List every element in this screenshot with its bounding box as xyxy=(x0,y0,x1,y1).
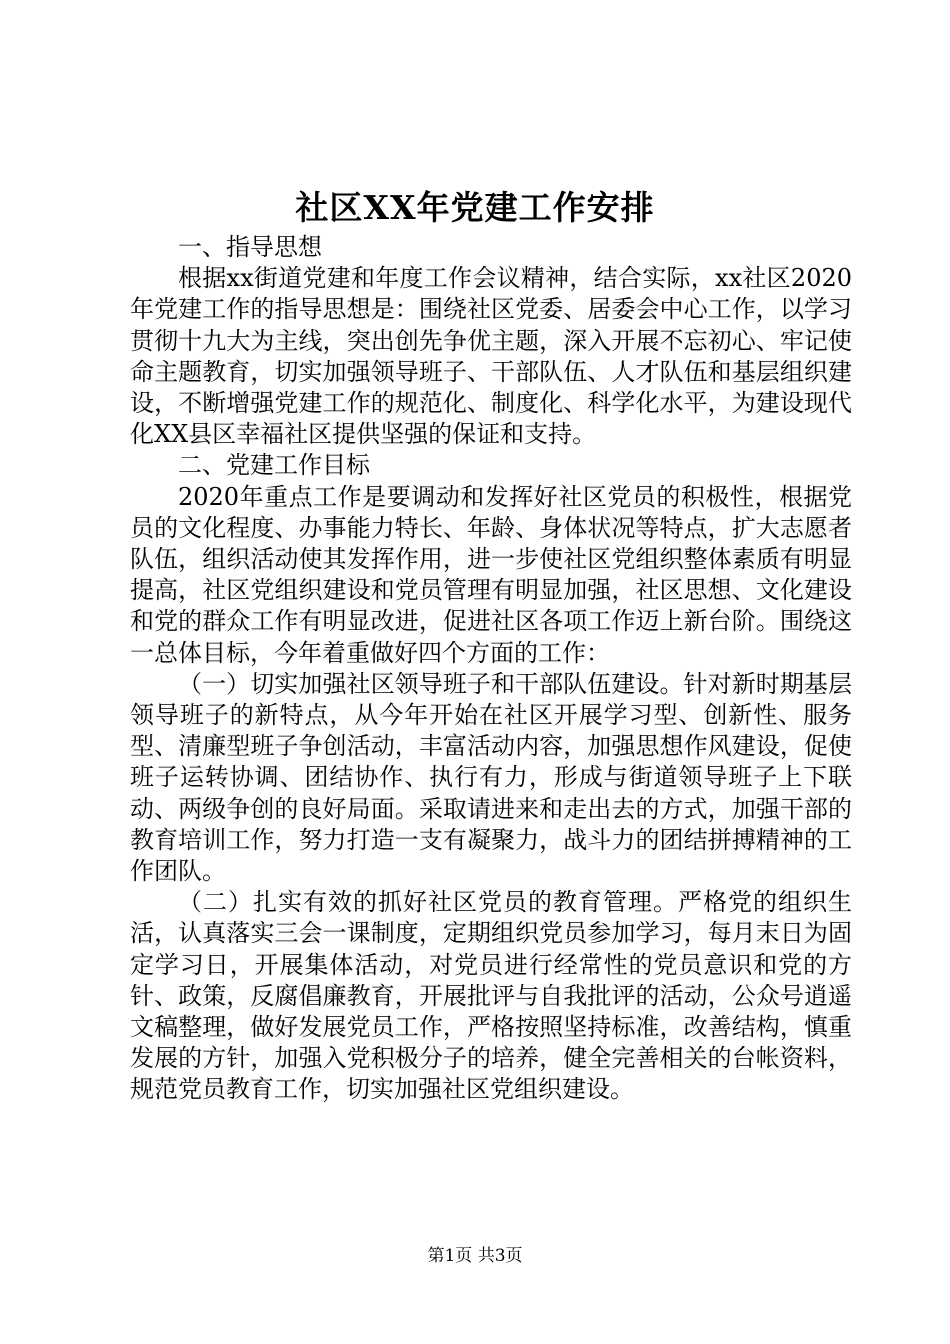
paragraph-item-two: （二）扎实有效的抓好社区党员的教育管理。严格党的组织生活，认真落实三会一课制度，定期组织党员参加学习，每月末日为固定学习日，开展集体活动，对党员进行经常性的党员意识和党的方针、政策，反腐倡廉教育，开展批评与自我批评的活动，公众号逍遥文稿整理，做好发展党员工作，严格按照坚持标准，改善结构，慎重发展的方针，加强入党积极分子的培养，健全完善相关的台帐资料，规范党员教育工作，切实加强社区党组织建设。 xyxy=(130,888,852,1104)
paragraph-item-one: （一）切实加强社区领导班子和干部队伍建设。针对新时期基层领导班子的新特点，从今年开始在社区开展学习型、创新性、服务型、清廉型班子争创活动，丰富活动内容，加强思想作风建设，促使班子运转协调、团结协作、执行有力，形成与街道领导班子上下联动、两级争创的良好局面。采取请进来和走出去的方式，加强干部的教育培训工作，努力打造一支有凝聚力，战斗力的团结拼搏精神的工作团队。 xyxy=(130,669,852,886)
paragraph-work-goals: 2020年重点工作是要调动和发挥好社区党员的积极性，根据党员的文化程度、办事能力特长、年龄、身体状况等特点，扩大志愿者队伍，组织活动使其发挥作用，进一步使社区党组织整体素质有明显提高，社区党组织建设和党员管理有明显加强，社区思想、文化建设和党的群众工作有明显改进，促进社区各项工作迈上新台阶。围绕这一总体目标，今年着重做好四个方面的工作： xyxy=(130,482,852,667)
section-heading-guiding-thought: 一、指导思想 xyxy=(178,233,322,261)
page-footer: 第1页 共3页 xyxy=(427,1246,523,1266)
document-body xyxy=(130,232,852,1106)
paragraph-guiding-thought: 根据xx街道党建和年度工作会议精神，结合实际，xx社区2020年党建工作的指导思想是：围绕社区党委、居委会中心工作，以学习贯彻十九大为主线，突出创先争优主题，深入开展不忘初心、牢记使命主题教育，切实加强领导班子、干部队伍、人才队伍和基层组织建设，不断增强党建工作的规范化、制度化、科学化水平，为建设现代化XX县区幸福社区提供坚强的保证和支持。 xyxy=(130,264,852,449)
section-heading-work-goals: 二、党建工作目标 xyxy=(178,451,370,480)
document-title: 社区XX年党建工作安排 xyxy=(295,188,655,227)
